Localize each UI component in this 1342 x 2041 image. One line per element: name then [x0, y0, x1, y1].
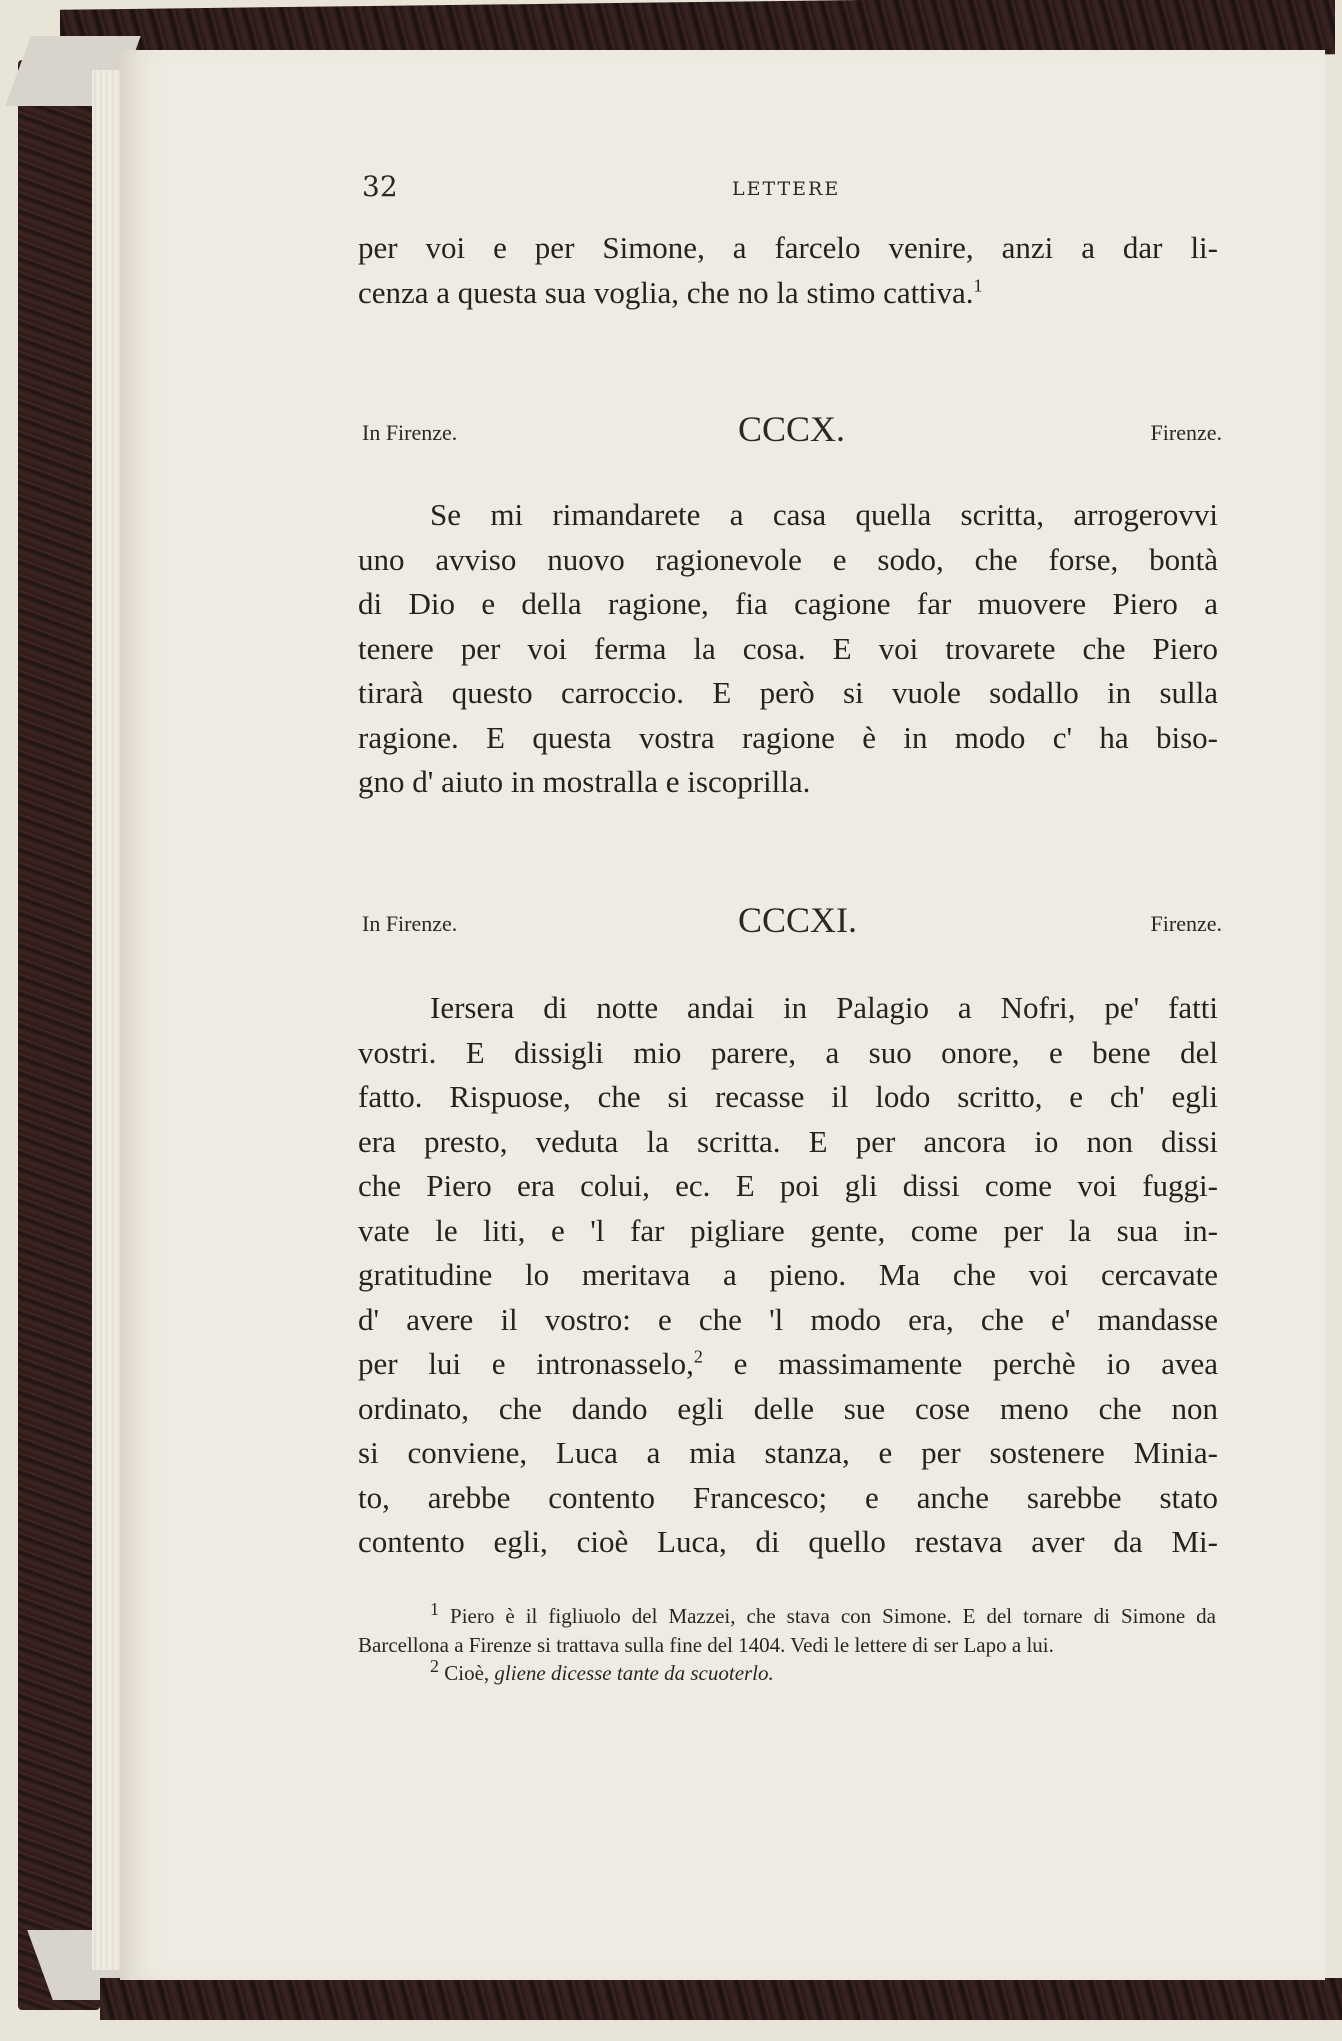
footnotes [358, 1599, 1216, 1688]
footnote-marker: 2 [430, 1656, 439, 1676]
letter-origin: In Firenze. [362, 911, 458, 936]
page-number: 32 [362, 170, 398, 203]
letter-origin: In Firenze. [362, 420, 458, 445]
letter-heading-cccxi [358, 891, 1222, 941]
footnote-1: $^1$ Piero è il figliuolo del Mazzei, che stava con Simone. E del tornare di Simone da Barcellona a Firenze si trattava sulla fine del 1404. Vedi le lettere di ser Lapo a lui. [358, 1599, 1216, 1657]
text-line: era presto, veduta la scritta. E per ancora io non dissi [358, 1123, 1218, 1159]
text-line: gratitudine lo meritava a pieno. Ma che voi cercavate [358, 1257, 1218, 1292]
running-head [362, 170, 1214, 210]
book-spine [18, 60, 100, 2010]
text-line: ragione. E questa vostra ragione è in modo c' ha biso- [358, 719, 1218, 755]
text-line: vate le liti, e 'l far pigliare gente, come per la sua in- [358, 1212, 1218, 1248]
text-line: fatto. Rispuose, che si recasse il lodo scritto, e ch' egli [358, 1079, 1218, 1114]
footnote-ref: 2 [693, 1346, 703, 1367]
text-line: contento egli, cioè Luca, di quello restava aver da Mi- [358, 1524, 1218, 1559]
footnote-2: $^2$ Cioè, gliene dicesse tante da scuoterlo. [430, 1656, 774, 1685]
text-line: cenza a questa sua voglia, che no la stimo cattiva.$^1$ [358, 274, 983, 310]
text-line: per voi e per Simone, a farcelo venire, anzi a dar li- [358, 230, 1218, 265]
text-line: di Dio e della ragione, fia cagione far muovere Piero a [358, 586, 1218, 621]
text-line: Se mi rimandarete a casa quella scritta, arrogerovvi [430, 497, 1218, 532]
text-line: si conviene, Luca a mia stanza, e per sostenere Minia- [358, 1435, 1218, 1470]
text-line: gno d' aiuto in mostralla e iscoprilla. [358, 764, 811, 799]
binding-bottom-edge [100, 1978, 1342, 2020]
text-line: che Piero era colui, ec. E poi gli dissi come voi fuggi- [358, 1168, 1218, 1203]
running-title: LETTERE [732, 178, 841, 200]
letter-number: CCCX. [738, 409, 846, 449]
letter-destination: Firenze. [1150, 911, 1222, 936]
continuation-paragraph [358, 226, 1218, 315]
letter-number: CCCXI. [738, 900, 858, 940]
letter-destination: Firenze. [1150, 420, 1222, 445]
footnote-ref: 1 [973, 275, 983, 296]
letter-body-cccx [358, 493, 1218, 805]
text-line: per lui e intronasselo,$^2$ e massimamente perchè io avea [358, 1346, 1218, 1381]
text-line: tenere per voi ferma la cosa. E voi trovarete che Piero [358, 630, 1218, 666]
text-line: to, arebbe contento Francesco; e anche sarebbe stato [358, 1479, 1218, 1515]
text-line: tirarà questo carroccio. E però si vuole sodallo in sulla [358, 675, 1218, 710]
footnote-marker: 1 [430, 1599, 439, 1619]
letter-body-cccxi [358, 986, 1218, 1565]
text-line: ordinato, che dando egli delle sue cose meno che non [358, 1390, 1218, 1426]
text-line: vostri. E dissigli mio parere, a suo onore, e bene del [358, 1034, 1218, 1070]
text-line: Iersera di notte andai in Palagio a Nofri, pe' fatti [430, 990, 1218, 1025]
text-line: d' avere il vostro: e che 'l modo era, che e' mandasse [358, 1301, 1218, 1337]
letter-heading-cccx [358, 400, 1222, 450]
text-line: uno avviso nuovo ragionevole e sodo, che forse, bontà [358, 541, 1218, 577]
